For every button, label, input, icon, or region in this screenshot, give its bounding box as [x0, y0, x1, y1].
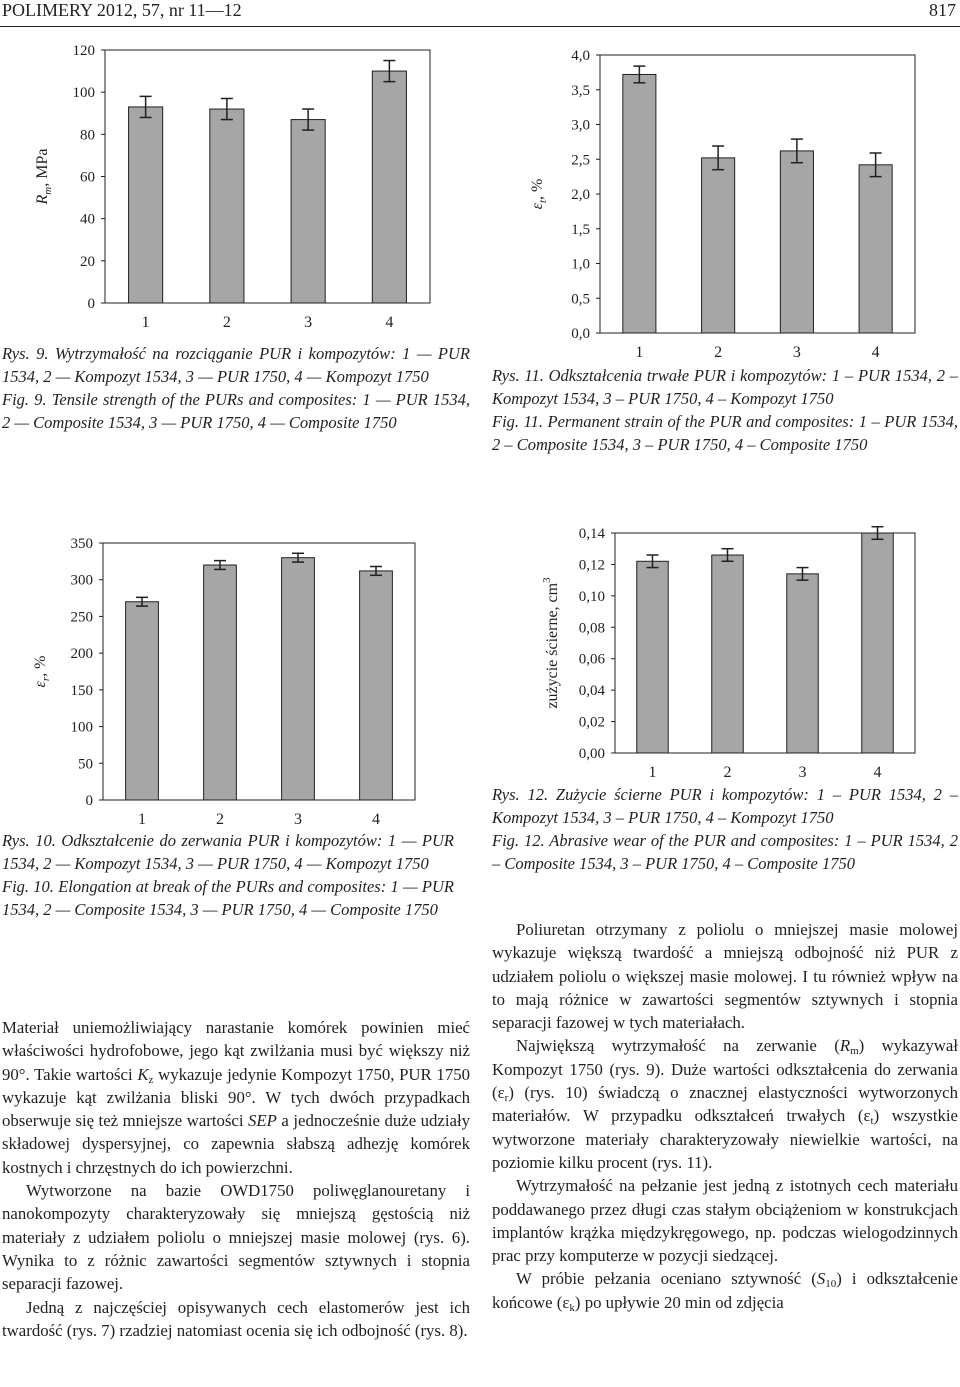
text-run: W próbie pełzania oceniano sztywność ( [516, 1269, 817, 1289]
text-run: Materiał uniemożliwiający narastanie komórek powinien mieć właściwości hydrofobowe, jego kąt zwilżania musi być większy niż 90°. Takie wartości [2, 1018, 470, 1084]
text-run: wykazuje jedynie Kompozyt 1750, PUR 1750 wykazuje kąt zwilżania bliski 90°. W tych dwóch przypadkach obserwuje się też mniejsze wartości [2, 1064, 470, 1131]
caption-text: Tensile strength of the PURs and composites: 1 — PUR 1534, 2 — Composite 1534, 3 — PUR 1750, 4 — Composite 1750 [2, 390, 470, 432]
symbol-s: S [816, 1269, 826, 1289]
text-run: ) (rys. 10) świadczą o znacznej elastyczności wytworzonych materiałów. W przypadku odkształceń trwałych (ε [492, 1083, 958, 1126]
bar [637, 561, 669, 753]
caption-fig12 [492, 783, 958, 875]
y-axis-label: $\varepsilon_t$, % [529, 178, 549, 210]
y-tick-label: 40 [80, 211, 95, 228]
y-tick-label: 150 [70, 682, 93, 699]
bar [859, 165, 892, 333]
bar [129, 107, 163, 303]
paragraph: Wytworzone na bazie OWD1750 poliwęglanouretany i nanokompozyty charakteryzowały się mniejszą gęstością niż materiały z udziałem poliolu o mniejszej masie molowej (rys. 6). Wynika to z różnic zawartości segmentów sztywnych i stopnia separacji fazowej. [2, 1181, 470, 1294]
y-tick-label: 0,10 [578, 588, 605, 605]
caption-fig11-pl [492, 364, 958, 410]
y-tick-label: 350 [70, 536, 93, 552]
y-axis-label: zużycie ścierne, $cm^3$ [541, 577, 561, 709]
bar [291, 120, 325, 303]
bar [623, 74, 656, 333]
text-run: ) po upływie 20 min od zdjęcia [574, 1292, 784, 1312]
chart-elongation-at-break [0, 500, 480, 830]
text-run: ) wykazywał Kompozyt 1750 (rys. 9). Duże wartości odkształcenia do zerwania (ε [492, 1036, 959, 1103]
y-tick-label: 0,08 [578, 620, 605, 637]
symbol-k: K [137, 1064, 149, 1084]
y-tick-label: 4,0 [571, 48, 590, 64]
y-tick-label: 1,0 [571, 256, 590, 273]
bar [204, 565, 237, 800]
left-column-text [2, 1016, 470, 1342]
bar [360, 571, 393, 800]
x-tick-label: 1 [648, 764, 657, 781]
y-tick-label: 2,0 [571, 187, 590, 203]
text-run: a jednocześnie duże udziały składowej dyspersyjnej, co zapewnia słabszą adhezję komórek kostnych i chrzęstnych do ich powierzchni. [2, 1111, 471, 1177]
y-tick-label: 20 [80, 253, 95, 270]
bar [787, 574, 819, 753]
x-tick-label: 1 [635, 344, 644, 361]
x-tick-label: 3 [792, 344, 801, 361]
symbol-r: R [839, 1036, 851, 1056]
caption-fig9-pl [2, 342, 470, 388]
y-tick-label: 0 [85, 793, 93, 809]
caption-fig9 [2, 342, 470, 434]
caption-label: Fig. 12. [492, 831, 545, 850]
x-tick-label: 1 [138, 811, 146, 828]
bar [372, 71, 406, 303]
caption-fig10 [2, 829, 454, 921]
caption-text: Elongation at break of the PURs and composites: 1 — PUR 1534, 2 — Composite 1534, 3 — PUR 1750, 4 — Composite 1750 [2, 877, 455, 919]
x-tick-label: 2 [222, 314, 231, 331]
paragraph: Poliuretan otrzymany z poliolu o mniejszej masie molowej wykazuje większą twardość a mniejszą odbojność niż PUR z udziałem poliolu o większej masie molowej. I tu również wpływ na to mają różnice w zawartości segmentów sztywnych i stopnia separacji fazowej w tych materiałach. [492, 920, 958, 1033]
page-number: 817 [929, 0, 956, 20]
y-tick-label: 80 [80, 127, 95, 144]
caption-text: Zużycie ścierne PUR i kompozytów: 1 – PUR 1534, 2 – Kompozyt 1534, 3 – PUR 1750, 4 – Kompozyt 1750 [492, 785, 958, 827]
y-tick-label: 200 [70, 646, 93, 663]
bar [126, 602, 159, 800]
caption-text: Wytrzymałość na rozciąganie PUR i kompozytów: 1 — PUR 1534, 2 — Kompozyt 1534, 3 — PUR 1750, 4 — Kompozyt 1750 [2, 344, 470, 386]
right-column-text [492, 918, 958, 1314]
x-tick-label: 3 [294, 811, 302, 828]
caption-label: Rys. 9. [2, 344, 49, 363]
caption-fig10-en [2, 875, 454, 921]
y-tick-label: 2,5 [571, 152, 590, 169]
caption-fig12-pl [492, 783, 958, 829]
y-tick-label: 0,14 [578, 526, 605, 542]
paragraph: Wytrzymałość na pełzanie jest jedną z istotnych cech materiału poddawanego przez długi czas stałym obciążeniom w konstrukcjach implantów krążka międzykręgowego, np. podczas wielogodzinnych prac przy komputerze w pozycji siedzącej. [492, 1176, 958, 1266]
subscript: m [850, 1045, 859, 1058]
caption-fig12-en [492, 829, 958, 875]
paragraph [2, 1016, 470, 1179]
y-tick-label: 3,0 [571, 117, 590, 134]
chart-abrasive-wear [480, 500, 960, 790]
caption-text: Permanent strain of the PUR and composites: 1 – PUR 1534, 2 – Composite 1534, 3 – PUR 1750, 4 – Composite 1750 [492, 412, 958, 454]
x-tick-label: 2 [714, 344, 723, 361]
paragraph [492, 1034, 958, 1174]
y-axis-label: $\varepsilon_r$, % [32, 655, 52, 688]
y-tick-label: 0,06 [578, 651, 605, 668]
caption-label: Rys. 11. [492, 366, 544, 385]
y-tick-label: 0,04 [578, 683, 605, 700]
caption-text: Odkształcenie do zerwania PUR i kompozytów: 1 — PUR 1534, 2 — Kompozyt 1534, 3 — PUR 1750, 4 — Kompozyt 1750 [2, 831, 455, 873]
caption-fig11-en [492, 410, 958, 456]
x-tick-label: 2 [723, 764, 732, 781]
caption-fig9-en [2, 388, 470, 434]
caption-label: Rys. 10. [2, 831, 56, 850]
x-tick-label: 4 [873, 764, 882, 781]
y-tick-label: 300 [70, 572, 93, 589]
bar [862, 533, 894, 753]
bar [780, 151, 813, 333]
chart-permanent-strain [480, 0, 960, 370]
symbol-sep: SEP [248, 1111, 277, 1131]
y-tick-label: 0,0 [571, 326, 590, 342]
chart-tensile-strength [0, 0, 480, 360]
x-tick-label: 4 [871, 344, 880, 361]
y-tick-label: 0 [87, 296, 95, 312]
y-axis-label: $R_m$, MPa [34, 148, 54, 205]
y-tick-label: 1,5 [571, 221, 590, 238]
caption-label: Fig. 11. [492, 412, 543, 431]
text-run: ) i odkształcenie końcowe (ε [492, 1269, 958, 1312]
x-tick-label: 1 [141, 314, 150, 331]
caption-label: Rys. 12. [492, 785, 549, 804]
bar [712, 555, 744, 753]
y-tick-label: 60 [80, 169, 95, 186]
caption-label: Fig. 9. [2, 390, 47, 409]
y-tick-label: 0,12 [578, 557, 605, 574]
caption-fig10-pl [2, 829, 454, 875]
x-tick-label: 4 [385, 314, 394, 331]
y-tick-label: 50 [78, 756, 93, 773]
y-tick-label: 0,5 [571, 291, 590, 308]
x-tick-label: 4 [372, 811, 380, 828]
caption-text: Abrasive wear of the PUR and composites: 1 – PUR 1534, 2 – Composite 1534, 3 – PUR 1750, 4 – Composite 1750 [492, 831, 958, 873]
bar [282, 558, 315, 800]
text-run: ) wszystkie wytworzone materiały charakteryzowały niewielkie wartości, na poziomie kilku procent (rys. 11). [492, 1106, 958, 1172]
y-tick-label: 250 [70, 609, 93, 626]
caption-fig11 [492, 364, 958, 456]
caption-label: Fig. 10. [2, 877, 54, 896]
text-run: Największą wytrzymałość na zerwanie ( [516, 1036, 840, 1056]
y-tick-label: 0,00 [578, 746, 605, 762]
paragraph [492, 1267, 958, 1314]
subscript: z [148, 1073, 154, 1086]
x-tick-label: 2 [216, 811, 224, 828]
x-tick-label: 3 [798, 764, 807, 781]
subscript: 10 [825, 1278, 837, 1291]
bar [210, 109, 244, 303]
y-tick-label: 3,5 [571, 82, 590, 99]
subscript: k [569, 1301, 575, 1314]
subscript: t [870, 1115, 874, 1128]
y-tick-label: 100 [72, 85, 95, 102]
y-tick-label: 0,02 [578, 714, 605, 731]
caption-text: Odkształcenia trwałe PUR i kompozytów: 1 – PUR 1534, 2 – Kompozyt 1534, 3 – PUR 1750, 4 – Kompozyt 1750 [492, 366, 958, 408]
journal-title: POLIMERY 2012, 57, nr 11—12 [2, 0, 242, 20]
y-tick-label: 100 [70, 719, 93, 736]
y-tick-label: 120 [72, 43, 95, 59]
bar [702, 158, 735, 333]
x-tick-label: 3 [304, 314, 313, 331]
subscript: r [504, 1092, 509, 1105]
paragraph: Jedną z najczęściej opisywanych cech elastomerów jest ich twardość (rys. 7) rzadziej natomiast ocenia się ich odbojność (rys. 8). [2, 1297, 470, 1340]
